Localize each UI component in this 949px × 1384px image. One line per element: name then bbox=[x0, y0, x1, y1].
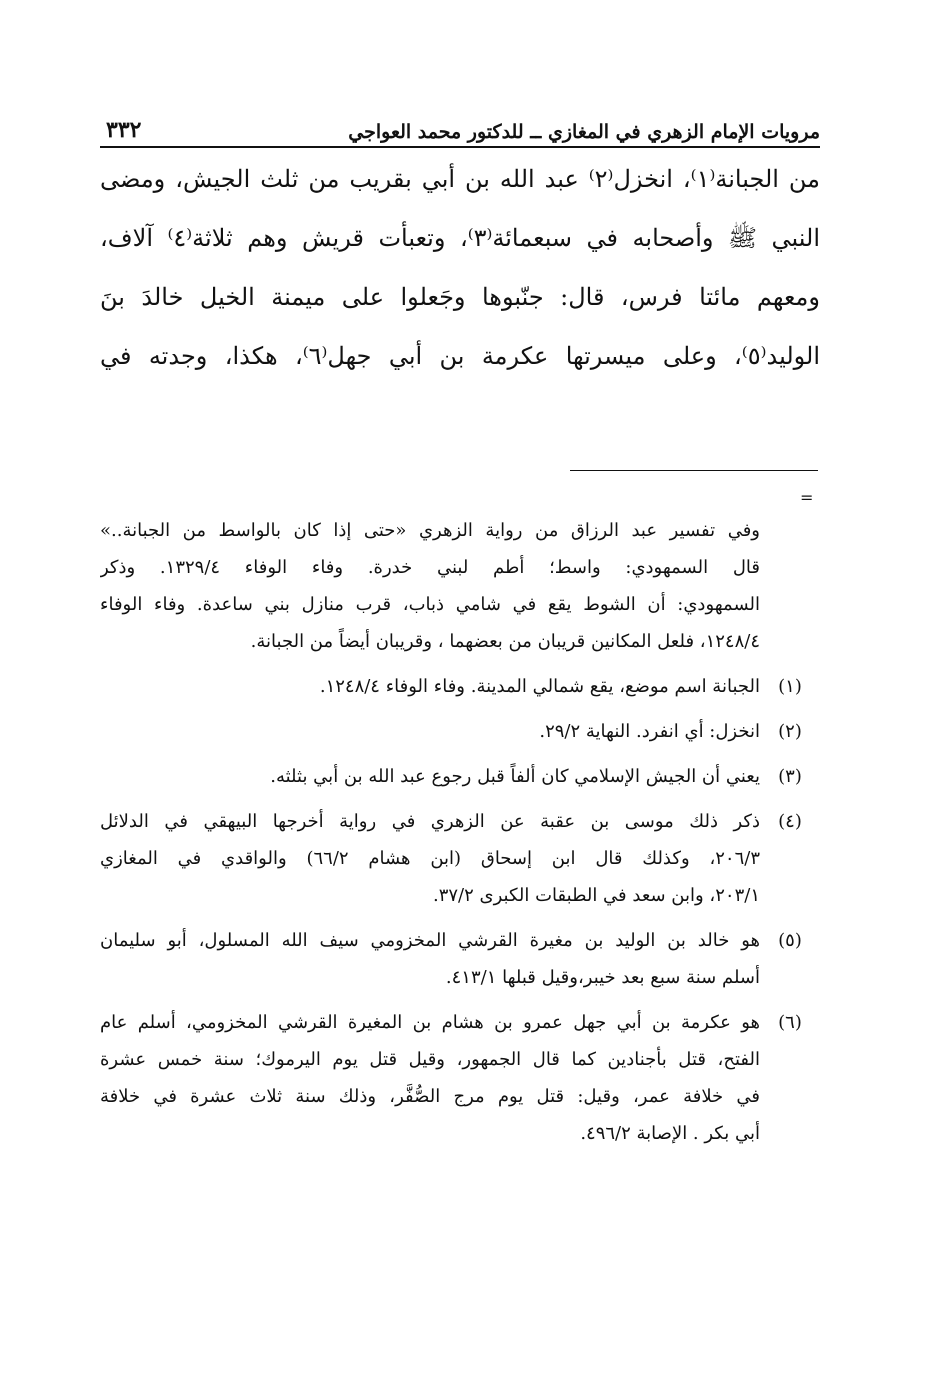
main-text-line: الوليد⁽٥⁾، وعلى ميسرتها عكرمة بن أبي جهل⁽٦⁾، هكذا، وجدته في bbox=[100, 342, 820, 370]
footnote-line: ٢٠٦/٣، وكذلك قال ابن إسحاق (ابن هشام ٦٦/٢) والواقدي في المغازي bbox=[100, 848, 760, 869]
footnote-line: الجبانة اسم موضع، يقع شمالي المدينة. وفاء الوفاء ١٢٤٨/٤. bbox=[319, 676, 760, 697]
footnote-number: (٦) bbox=[778, 1012, 802, 1033]
footnote-line: أسلم سنة سبع بعد خيبر،وقيل قبلها ٤١٣/١. bbox=[445, 967, 760, 988]
footnote-line: ١٢٤٨/٤، فلعل المكانين قريبان من بعضهما ، وقريبان أيضاً من الجبانة. bbox=[250, 631, 760, 652]
footnote-line: ذكر ذلك موسى بن عقبة عن الزهري في رواية أخرجها البيهقي في الدلائل bbox=[100, 811, 760, 832]
footnote-line: هو خالد بن الوليد بن مغيرة القرشي المخزومي سيف الله المسلول، أبو سليمان bbox=[100, 930, 760, 951]
footnote-3 bbox=[100, 758, 820, 795]
footnote-4 bbox=[100, 803, 820, 914]
footnote-line: في خلافة عمر، وقيل: قتل يوم مرج الصُّفَّر، وذلك سنة ثلاث عشرة في خلافة bbox=[100, 1086, 760, 1107]
main-text-line: ومعهم مائتا فرس، قال: جنّبوها وجَعلوا على ميمنة الخيل خالدَ بنَ bbox=[100, 283, 820, 311]
main-text bbox=[100, 150, 820, 386]
footnote-6 bbox=[100, 1004, 820, 1152]
footnote-line: أبي بكر . الإصابة ٤٩٦/٢. bbox=[580, 1123, 760, 1144]
running-header bbox=[100, 112, 820, 148]
footnote-2 bbox=[100, 713, 820, 750]
footnote-line: هو عكرمة بن أبي جهل عمرو بن هشام بن المغيرة القرشي المخزومي، أسلم عام bbox=[100, 1012, 760, 1033]
footnote-line: السمهودي: أن الشوط يقع في شامي ذباب، قرب منازل بني ساعدة. وفاء الوفاء bbox=[100, 594, 760, 615]
main-text-line: من الجبانة⁽١⁾، انخزل⁽٢⁾ عبد الله بن أبي بقريب من ثلث الجيش، ومضى bbox=[100, 165, 820, 193]
footnote-line: الفتح، قتل بأجنادين كما قال الجمهور، وقيل قتل يوم اليرموك؛ سنة خمس عشرة bbox=[100, 1049, 760, 1070]
footnote-continuation bbox=[100, 512, 820, 660]
footnotes bbox=[100, 512, 820, 1152]
footnote-number: (٥) bbox=[778, 930, 802, 951]
continuation-mark: = bbox=[800, 488, 814, 507]
footnote-line: انخزل: أي انفرد. النهاية ٢٩/٢. bbox=[539, 721, 760, 742]
footnote-line: ٢٠٣/١، وابن سعد في الطبقات الكبرى ٣٧/٢. bbox=[432, 885, 760, 906]
page-number: ٣٣٢ bbox=[106, 117, 142, 143]
footnote-1 bbox=[100, 668, 820, 705]
footnote-line: قال السمهودي: واسط؛ أطم لبني خدرة. وفاء الوفاء ١٣٢٩/٤. وذكر bbox=[100, 557, 760, 578]
footnote-number: (٢) bbox=[778, 721, 802, 742]
footnote-number: (٤) bbox=[778, 811, 802, 832]
footnote-5 bbox=[100, 922, 820, 996]
footnote-line: يعني أن الجيش الإسلامي كان ألفاً قبل رجوع عبد الله بن أبي بثلثه. bbox=[270, 766, 760, 787]
footnote-separator bbox=[570, 470, 818, 471]
header-title: مرويات الإمام الزهري في المغازي ــ للدكتور محمد العواجي bbox=[348, 121, 820, 143]
main-text-line: النبي ﷺ وأصحابه في سبعمائة⁽٣⁾، وتعبأت قريش وهم ثلاثة⁽٤⁾ آلاف، bbox=[100, 224, 820, 252]
footnote-line: وفي تفسير عبد الرزاق من رواية الزهري «حتى إذا كان بالواسط من الجبانة..» bbox=[100, 520, 760, 541]
footnote-number: (٣) bbox=[778, 766, 802, 787]
footnote-number: (١) bbox=[778, 676, 802, 697]
